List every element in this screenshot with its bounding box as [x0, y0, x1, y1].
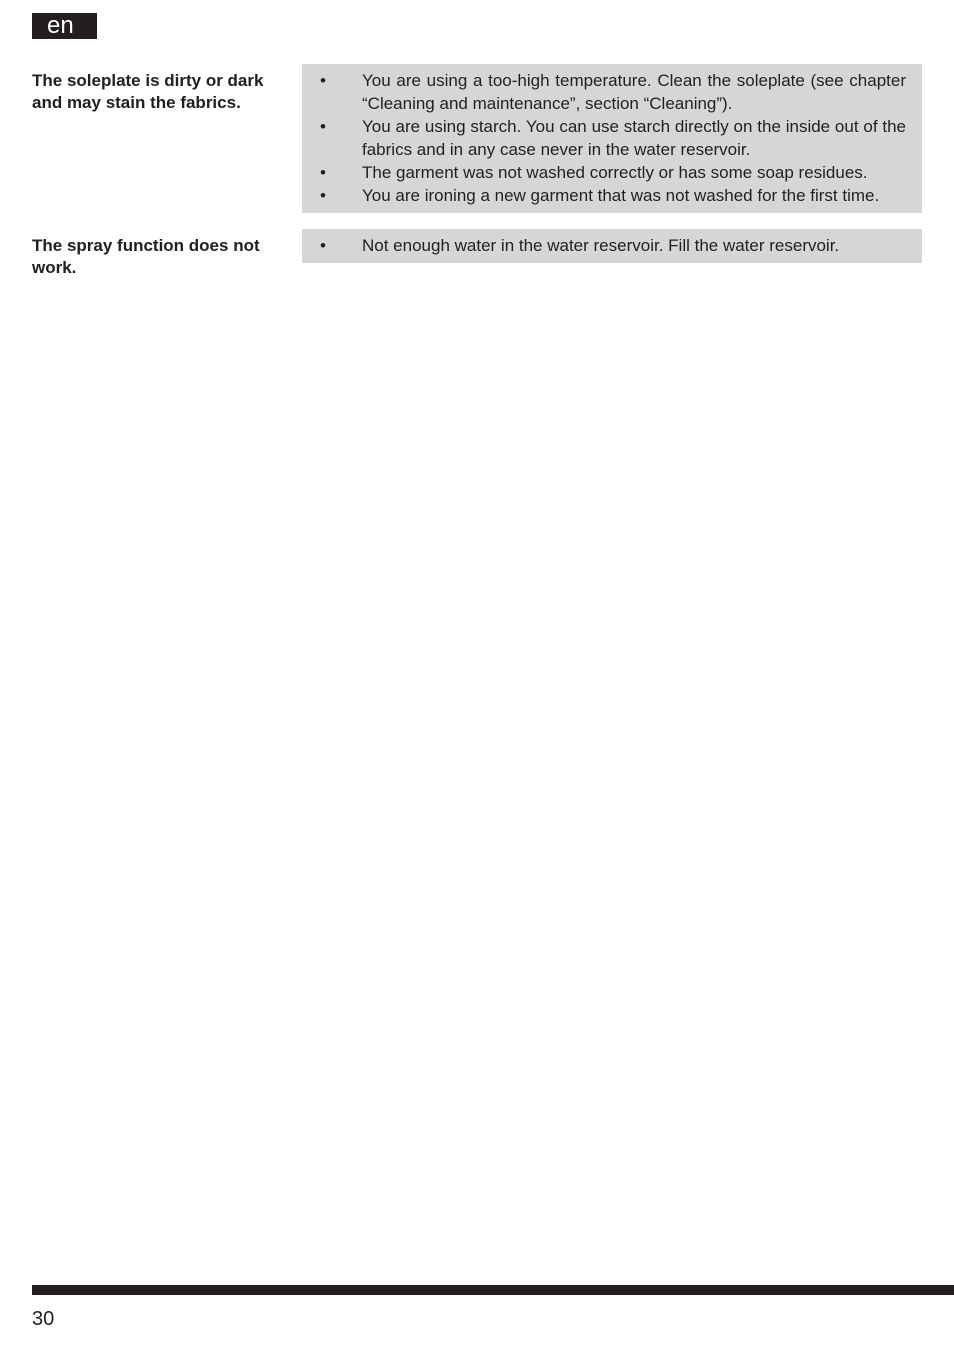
- solution-item: [318, 184, 906, 207]
- solution-text: You are ironing a new garment that was not washed for the first time.: [362, 186, 880, 205]
- solution-item: [318, 115, 906, 161]
- solution-item: [318, 161, 906, 184]
- solution-text: You are using a too-high temperature. Clean the soleplate (see chapter “Cleaning and maintenance”, section “Cleaning”).: [362, 71, 906, 113]
- solution-item: [318, 234, 906, 257]
- problem-text: The spray function does not work.: [32, 236, 260, 277]
- solution-box: [302, 64, 922, 213]
- bullet-icon: •: [320, 71, 326, 90]
- solution-box: [302, 229, 922, 263]
- solution-text: Not enough water in the water reservoir. Fill the water reservoir.: [362, 236, 840, 255]
- bullet-icon: •: [320, 163, 326, 182]
- solution-text: The garment was not washed correctly or has some soap residues.: [362, 163, 868, 182]
- bullet-icon: •: [320, 186, 326, 205]
- footer-rule: [32, 1285, 954, 1295]
- problem-text: The soleplate is dirty or dark and may stain the fabrics.: [32, 71, 264, 112]
- solution-text: You are using starch. You can use starch directly on the inside out of the fabrics and in any case never in the water reservoir.: [362, 117, 906, 159]
- page-number: 30: [32, 1308, 55, 1330]
- solution-item: [318, 69, 906, 115]
- bullet-icon: •: [320, 117, 326, 136]
- bullet-icon: •: [320, 236, 326, 255]
- language-badge: en: [32, 13, 97, 39]
